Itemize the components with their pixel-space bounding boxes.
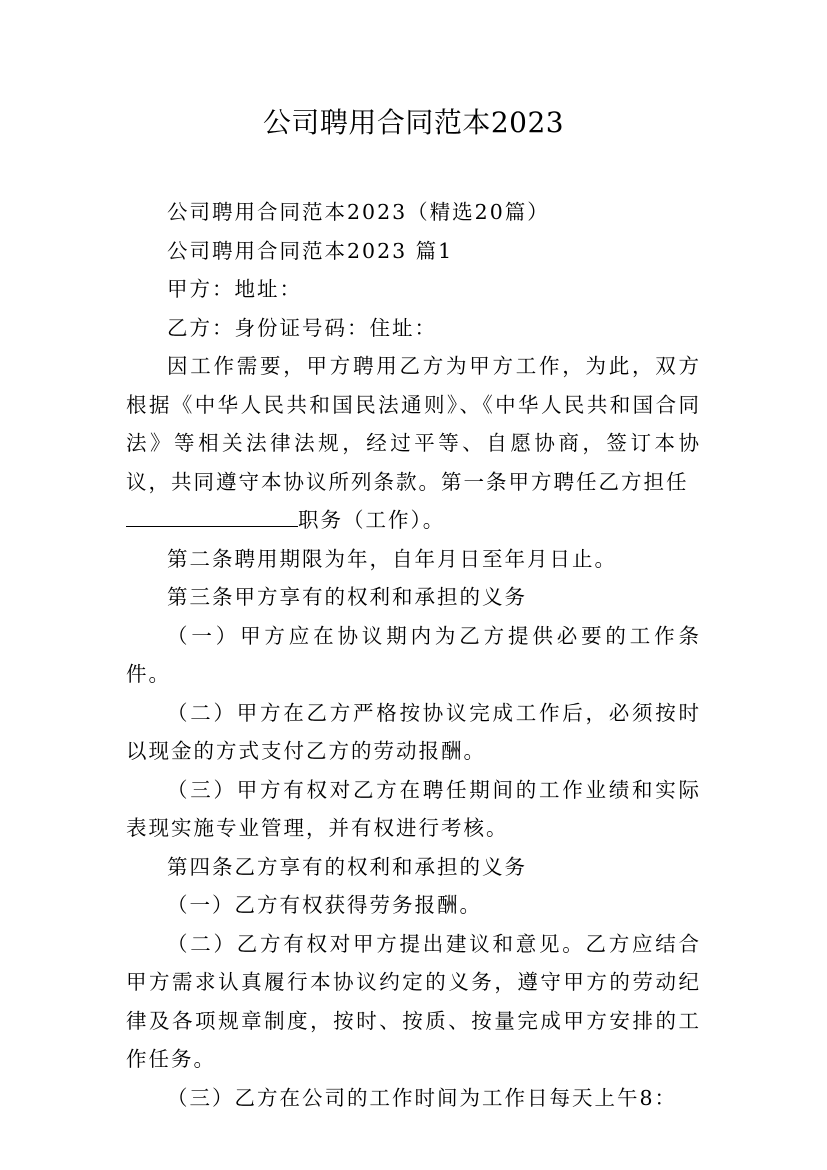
position-text: 职务（工作）。	[298, 508, 446, 532]
paragraph-article-4-item-2: （二）乙方有权对甲方提出建议和意见。乙方应结合甲方需求认真履行本协议约定的义务，遵守甲方的劳动纪律及各项规章制度，按时、按质、按量完成甲方安排的工作任务。	[126, 931, 701, 1071]
paragraph-article-3-item-3: （三）甲方有权对乙方在聘任期间的工作业绩和实际表现实施专业管理，并有权进行考核。	[126, 777, 701, 840]
paragraph-article-4-item-3: （三）乙方在公司的工作时间为工作日每天上午8：	[167, 1085, 678, 1110]
paragraph-article-3: 第三条甲方享有的权利和承担的义务	[167, 585, 527, 609]
blank-underline	[126, 508, 298, 527]
paragraph-article-3-item-1: （一）甲方应在协议期内为乙方提供必要的工作条件。	[126, 623, 701, 686]
paragraph-subtitle: 公司聘用合同范本2023（精选20篇）	[167, 200, 550, 224]
paragraph-party-a: 甲方：地址：	[167, 277, 302, 301]
paragraph-article-4: 第四条乙方享有的权利和承担的义务	[167, 854, 527, 879]
paragraph-section-heading: 公司聘用合同范本2023 篇1	[167, 238, 454, 263]
document-body	[126, 193, 701, 1117]
document-title: 公司聘用合同范本2023	[262, 106, 565, 139]
paragraph-intro: 因工作需要，甲方聘用乙方为甲方工作，为此，双方根据《中华人民共和国民法通则》、《中华人民共和国合同法》等相关法律法规，经过平等、自愿协商，签订本协议，共同遵守本协议所列条款。第一条甲方聘任乙方担任	[126, 354, 701, 494]
paragraph-position-line	[126, 501, 701, 540]
paragraph-article-4-item-1: （一）乙方有权获得劳务报酬。	[167, 893, 482, 917]
paragraph-party-b: 乙方：身份证号码：住址：	[167, 315, 437, 340]
paragraph-article-3-item-2: （二）甲方在乙方严格按协议完成工作后，必须按时以现金的方式支付乙方的劳动报酬。	[126, 700, 701, 763]
paragraph-article-2: 第二条聘用期限为年，自年月日至年月日止。	[167, 546, 617, 571]
